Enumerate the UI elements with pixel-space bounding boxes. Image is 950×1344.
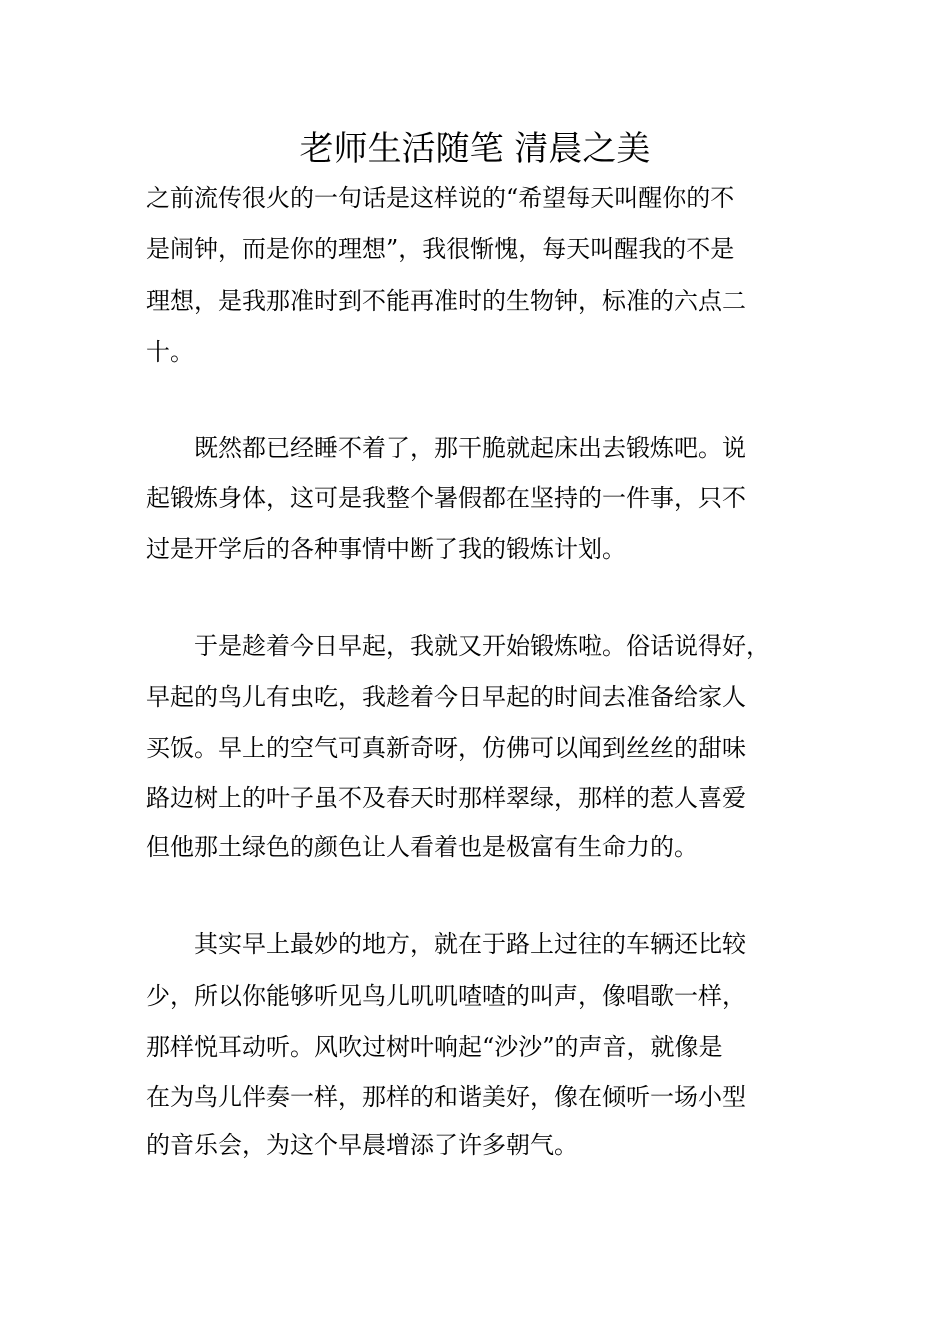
paragraph-1-line-3: 理想，是我那准时到不能再准时的生物钟，标准的六点二 <box>146 287 746 315</box>
paragraph-4-line-5: 的音乐会，为这个早晨增添了许多朝气。 <box>146 1131 578 1159</box>
paragraph-4-line-1: 其实早上最妙的地方，就在于路上过往的车辆还比较 <box>146 930 746 958</box>
paragraph-2-line-3: 过是开学后的各种事情中断了我的锻炼计划。 <box>146 535 626 563</box>
paragraph-4-line-4: 在为鸟儿伴奏一样，那样的和谐美好，像在倾听一场小型 <box>146 1083 746 1111</box>
paragraph-1-line-4: 十。 <box>146 338 194 366</box>
paragraph-3-line-3: 买饭。早上的空气可真新奇呀，仿佛可以闻到丝丝的甜味 <box>146 734 746 762</box>
paragraph-2-line-2: 起锻炼身体，这可是我整个暑假都在坚持的一件事，只不 <box>146 484 746 512</box>
paragraph-3-line-4: 路边树上的叶子虽不及春天时那样翠绿，那样的惹人喜爱 <box>146 784 746 812</box>
paragraph-3-line-2: 早起的鸟儿有虫吃，我趁着今日早起的时间去准备给家人 <box>146 683 746 711</box>
paragraph-1-line-1: 之前流传很火的一句话是这样说的“希望每天叫醒你的不 <box>146 184 735 212</box>
document-title: 老师生活随笔 清晨之美 <box>299 129 651 169</box>
paragraph-1-line-2: 是闹钟，而是你的理想”，我很惭愧，每天叫醒我的不是 <box>146 235 735 263</box>
paragraph-4-line-3: 那样悦耳动听。风吹过树叶响起“沙沙”的声音，就像是 <box>146 1033 723 1061</box>
paragraph-4-line-2: 少，所以你能够听见鸟儿叽叽喳喳的叫声，像唱歌一样， <box>146 982 746 1010</box>
paragraph-3-line-5: 但他那土绿色的颜色让人看着也是极富有生命力的。 <box>146 833 698 861</box>
paragraph-3-line-1: 于是趁着今日早起，我就又开始锻炼啦。俗话说得好， <box>146 632 770 660</box>
paragraph-2-line-1: 既然都已经睡不着了，那干脆就起床出去锻炼吧。说 <box>146 434 746 462</box>
